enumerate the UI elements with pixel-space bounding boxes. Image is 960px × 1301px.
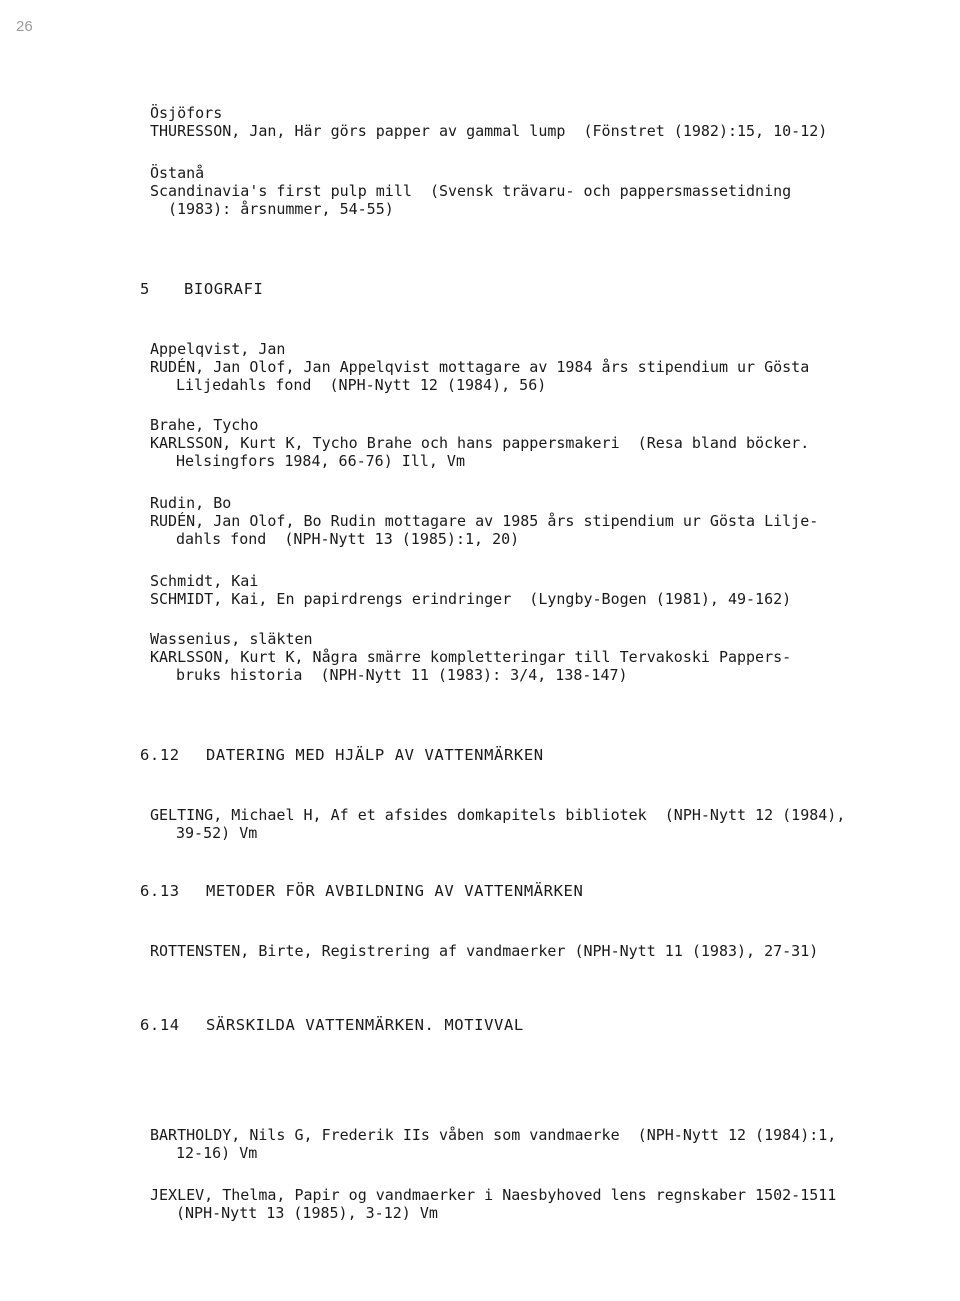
subject-heading: Wassenius, släkten	[150, 630, 313, 648]
section-title: SÄRSKILDA VATTENMÄRKEN. MOTIVVAL	[206, 1016, 524, 1034]
page-number: 26	[16, 18, 33, 35]
section-heading-biografi	[140, 280, 263, 298]
bibliography-entry-line1: Scandinavia's first pulp mill (Svensk trävaru- och pappersmassetidning	[150, 182, 792, 200]
bibliography-entry-line2: (1983): årsnummer, 54-55)	[168, 200, 394, 218]
bibliography-entry-line2: bruks historia (NPH-Nytt 11 (1983): 3/4, 138-147)	[176, 666, 628, 684]
section-title: METODER FÖR AVBILDNING AV VATTENMÄRKEN	[206, 882, 584, 900]
place-heading-ostana: Östanå	[150, 164, 205, 182]
subject-heading: Appelqvist, Jan	[150, 340, 286, 358]
section-heading-6-12	[140, 746, 544, 764]
bibliography-entry-line1: ROTTENSTEN, Birte, Registrering af vandmaerker (NPH-Nytt 11 (1983), 27-31)	[150, 942, 819, 960]
bibliography-entry: THURESSON, Jan, Här görs papper av gammal lump (Fönstret (1982):15, 10-12)	[150, 122, 828, 140]
place-heading-osjofors: Ösjöfors	[150, 104, 223, 122]
bibliography-entry-line2: Liljedahls fond (NPH-Nytt 12 (1984), 56)	[176, 376, 547, 394]
section-number: 5	[140, 280, 150, 298]
bibliography-entry-line1: GELTING, Michael H, Af et afsides domkapitels bibliotek (NPH-Nytt 12 (1984),	[150, 806, 846, 824]
bibliography-entry-line1: RUDÉN, Jan Olof, Bo Rudin mottagare av 1985 års stipendium ur Gösta Lilje-	[150, 512, 819, 530]
section-heading-6-13	[140, 882, 583, 900]
subject-heading: Brahe, Tycho	[150, 416, 259, 434]
bibliography-entry-line2: (NPH-Nytt 13 (1985), 3-12) Vm	[176, 1204, 438, 1222]
section-number: 6.14	[140, 1016, 180, 1034]
section-title: DATERING MED HJÄLP AV VATTENMÄRKEN	[206, 746, 544, 764]
section-number: 6.13	[140, 882, 180, 900]
subject-heading: Schmidt, Kai	[150, 572, 259, 590]
bibliography-entry-line1: SCHMIDT, Kai, En papirdrengs erindringer (Lyngby-Bogen (1981), 49-162)	[150, 590, 792, 608]
bibliography-entry-line1: KARLSSON, Kurt K, Några smärre kompletteringar till Tervakoski Pappers-	[150, 648, 792, 666]
section-number: 6.12	[140, 746, 180, 764]
bibliography-entry-line1: JEXLEV, Thelma, Papir og vandmaerker i Naesbyhoved lens regnskaber 1502-1511	[150, 1186, 837, 1204]
subject-heading: Rudin, Bo	[150, 494, 232, 512]
section-title: BIOGRAFI	[184, 280, 264, 298]
bibliography-entry-line1: KARLSSON, Kurt K, Tycho Brahe och hans pappersmakeri (Resa bland böcker.	[150, 434, 810, 452]
section-heading-6-14	[140, 1016, 524, 1034]
bibliography-entry-line2: dahls fond (NPH-Nytt 13 (1985):1, 20)	[176, 530, 520, 548]
bibliography-entry-line2: 12-16) Vm	[176, 1144, 258, 1162]
bibliography-entry-line1: RUDÉN, Jan Olof, Jan Appelqvist mottagare av 1984 års stipendium ur Gösta	[150, 358, 810, 376]
bibliography-entry-line2: 39-52) Vm	[176, 824, 258, 842]
bibliography-entry-line2: Helsingfors 1984, 66-76) Ill, Vm	[176, 452, 465, 470]
bibliography-entry-line1: BARTHOLDY, Nils G, Frederik IIs våben som vandmaerke (NPH-Nytt 12 (1984):1,	[150, 1126, 837, 1144]
